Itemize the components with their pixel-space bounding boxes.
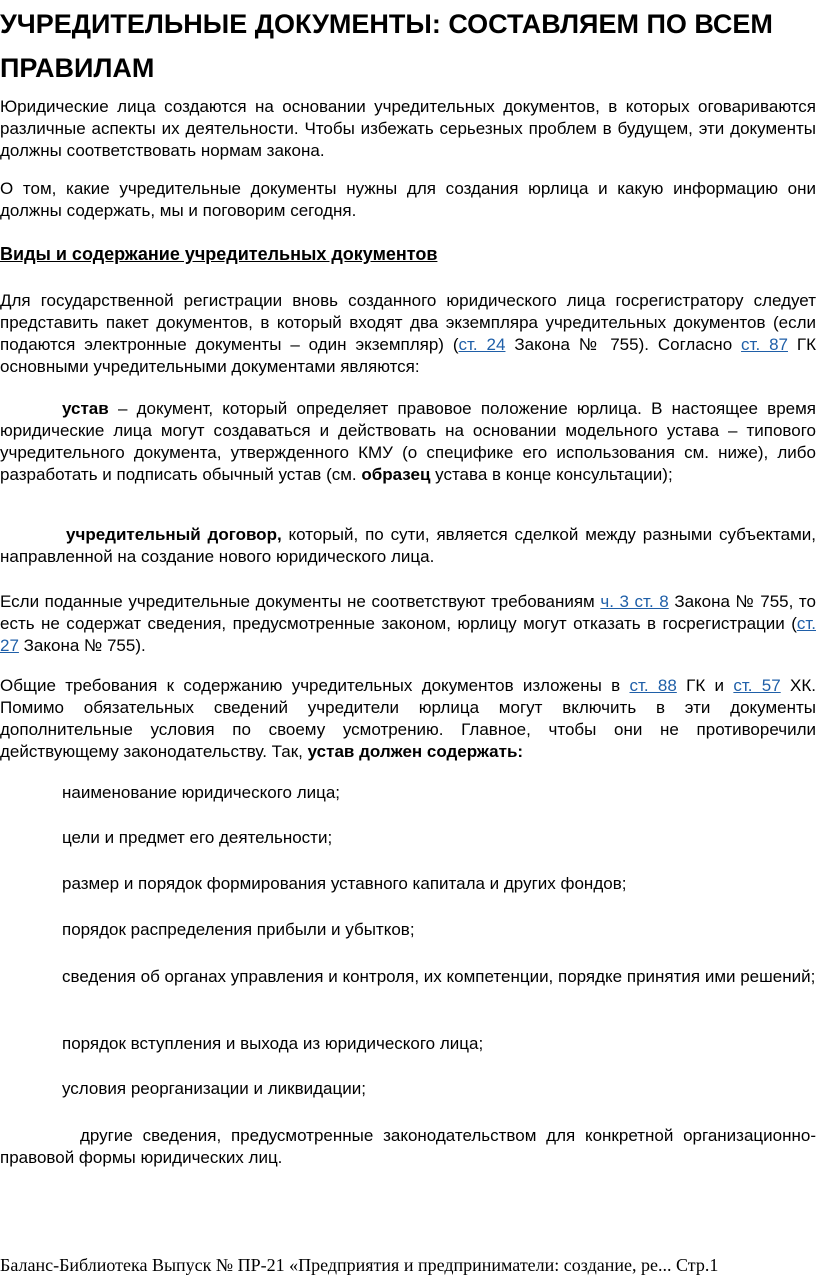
list-item: порядок вступления и выхода из юридического лица; [62,1034,484,1053]
list-item: размер и порядок формирования уставного капитала и других фондов; [62,874,627,893]
intro-paragraph-2: О том, какие учредительные документы нужны для создания юрлица и какую информацию они должны содержать, мы и поговорим сегодня. [0,179,816,220]
list-item: сведения об органах управления и контроля, их компетенции, порядке принятия ими решений; [62,967,816,986]
dogovor-term: учредительный договор, [66,525,282,544]
general-requirements-paragraph: Общие требования к содержанию учредительных документов изложены в ст. 88 ГК и ст. 57 ХК. Помимо обязательных сведений учредители юрлица могут включить в эти документы дополнительные условия по своему усмотрению. Главное, чтобы они не противоречили действующему законодательству. Так, устав должен содержать: [0,676,816,761]
intro-paragraph-1: Юридические лица создаются на основании учредительных документов, в которых оговариваются различные аспекты их деятельности. Чтобы избежать серьезных проблем в будущем, эти документы должны соответствовать нормам закона. [0,97,816,160]
link-part-3-article-8[interactable]: ч. 3 ст. 8 [600,592,669,611]
link-article-27[interactable]: ст. 27 [0,614,816,655]
link-article-24[interactable]: ст. 24 [458,335,506,354]
list-item: порядок распределения прибыли и убытков; [62,920,415,939]
page-title: УЧРЕДИТЕЛЬНЫЕ ДОКУМЕНТЫ: СОСТАВЛЯЕМ ПО ВСЕМ ПРАВИЛАМ [0,9,773,83]
requirements-paragraph: Если поданные учредительные документы не соответствуют требованиям ч. 3 ст. 8 Закона № 755, то есть не содержат сведения, предусмотренные законом, юрлицу могут отказать в госрегистрации (ст. 27 Закона № 755). [0,592,816,655]
list-item: наименование юридического лица; [62,783,341,802]
registration-paragraph: Для государственной регистрации вновь созданного юридического лица госрегистратору следует представить пакет документов, в который входят два экземпляра учредительных документов (если подаются электронные документы – один экземпляр) (ст. 24 Закона № 755). Согласно ст. 87 ГК основными учредительными документами являются: [0,291,816,376]
ustav-paragraph: устав – документ, который определяет правовое положение юрлица. В настоящее время юридические лица могут создаваться и действовать на основании модельного устава – типового учредительного документа, утвержденного КМУ (о специфике его использования см. ниже), либо разработать и подписать обычный устав (см. образец устава в конце консультации); [0,399,816,484]
list-item: условия реорганизации и ликвидации; [62,1079,366,1098]
link-article-57[interactable]: ст. 57 [733,676,781,695]
dogovor-paragraph: учредительный договор, который, по сути, является сделкой между разными субъектами, направленной на создание нового юридического лица. [0,525,816,566]
section-heading: Виды и содержание учредительных документов [0,244,438,264]
page-footer: Баланс-Библиотека Выпуск № ПР-21 «Предприятия и предприниматели: создание, ре... Стр.1 [0,1255,719,1275]
list-item: другие сведения, предусмотренные законодательством для конкретной организационно-правовой формы юридических лиц. [0,1126,816,1167]
link-article-87[interactable]: ст. 87 [741,335,788,354]
link-article-88[interactable]: ст. 88 [629,676,677,695]
list-item: цели и предмет его деятельности; [62,828,333,847]
ustav-term: устав [62,399,109,418]
